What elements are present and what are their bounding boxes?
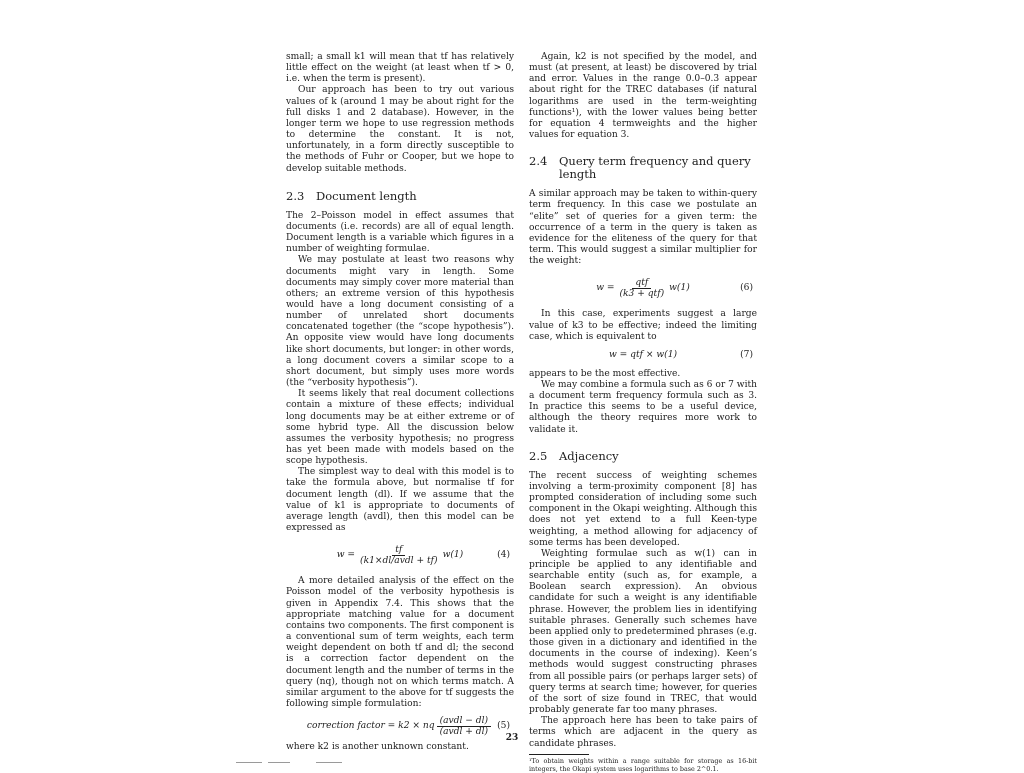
section-heading bbox=[286, 190, 514, 203]
equation-fraction bbox=[616, 278, 667, 299]
paragraph: We may postulate at least two reasons why documents might vary in length. Some documents may simply cover more material than others; an extreme version of this hypothesis would have a long document consisting of a number of unrelated short documents concatenated together (the “scope hypothesis”). An opposite view would have long documents like short documents, but longer: in other words, a long document covers a similar scope to a short document, but simply uses more words (the “verbosity hypothesis”). bbox=[286, 255, 514, 389]
paragraph: small; a small k1 will mean that tf has relatively little effect on the weight (at least when tf > 0, i.e. when the term is present). bbox=[286, 52, 514, 85]
paragraph: Again, k2 is not specified by the model, and must (at present, at least) be discovered by trial and error. Values in the range 0.0–0.3 appear about right for the TREC databases (if natural logarithms are used in the term-weighting functions¹), with the lower values being better for equation 4 termweights and the higher values for equation 3. bbox=[529, 52, 757, 141]
fraction-denominator: (k1×dl/avdl + tf) bbox=[360, 555, 438, 566]
paragraph: appears to be the most effective. bbox=[529, 368, 681, 379]
equation-rhs: w(1) bbox=[669, 282, 690, 293]
scan-artifact bbox=[316, 762, 342, 763]
section-title: Query term frequency and query length bbox=[559, 154, 751, 182]
equation-6 bbox=[529, 271, 757, 305]
footnote: ¹To obtain weights within a range suitable for storage as 16-bit integers, the Okapi system uses logarithms to base 2^0.1. bbox=[529, 756, 757, 773]
paragraph: The 2–Poisson model in effect assumes that documents (i.e. records) are all of equal length. Document length is a variable which figures in a number of weighting formulae. bbox=[286, 210, 514, 255]
fraction-denominator: (k3 + qtf) bbox=[619, 288, 665, 299]
paragraph: The recent success of weighting schemes involving a term-proximity component [8] has prompted consideration of including some such component in the Okapi weighting. Although this does not yet extend to a full Keen-type weighting, a method allowing for adjacency of some terms has been developed. bbox=[529, 470, 757, 548]
section-title: Adjacency bbox=[559, 448, 619, 463]
footnote-rule bbox=[529, 754, 589, 755]
section-number: 2.3 bbox=[286, 188, 305, 203]
fraction-denominator: (avdl + dl) bbox=[439, 726, 489, 737]
equation-number: (5) bbox=[497, 720, 510, 731]
scan-artifact bbox=[236, 762, 262, 763]
paragraph: In this case, experiments suggest a large value of k3 to be effective; indeed the limiting case, which is equivalent to bbox=[529, 309, 757, 342]
fraction-numerator: tf bbox=[392, 545, 405, 556]
equation-lhs: w = bbox=[596, 282, 615, 293]
scan-artifact bbox=[268, 762, 290, 763]
equation-number: (4) bbox=[497, 549, 510, 560]
paragraph: A more detailed analysis of the effect on the Poisson model of the verbosity hypothesis is given in Appendix 7.4. This shows that the appropriate matching value for a document contains two components. The first component is a conventional sum of term weights, each term weight dependent on both tf and dl; the second is a correction factor dependent on the document length and the number of terms in the query (nq), though not on which terms match. A similar argument to the above for tf suggests the following simple formulation: bbox=[286, 576, 514, 709]
section-heading bbox=[529, 155, 757, 181]
paragraph: Our approach has been to try out various values of k (around 1 may be about right for the full disks 1 and 2 database). However, in the longer term we hope to use regression methods to determine the constant. It is not, unfortunately, in a form directly susceptible to the methods of Fuhr or Cooper, but we hope to develop suitable methods. bbox=[286, 85, 514, 174]
paragraph: The approach here has been to take pairs of terms which are adjacent in the query as candidate phrases. bbox=[529, 716, 757, 749]
equation-7 bbox=[529, 346, 757, 366]
equation-lhs: w = bbox=[336, 549, 356, 560]
equation-number: (6) bbox=[740, 282, 753, 293]
equation-fraction bbox=[357, 545, 441, 566]
equation-4 bbox=[286, 538, 514, 572]
paragraph: A similar approach may be taken to within-query term frequency. In this case we postulate an “elite” set of queries for a given term: the occurrence of a term in the query is taken as evidence for the eliteness of the query for that term. This would suggest a similar multiplier for the weight: bbox=[529, 189, 757, 267]
equation-rhs: w(1) bbox=[442, 549, 464, 560]
right-column bbox=[529, 52, 757, 773]
section-title: Document length bbox=[316, 188, 417, 203]
paragraph: The simplest way to deal with this model is to take the formula above, but normalise tf for document length (dl). If we assume that the value of k1 is appropriate to documents of average length (avdl), then this model can be expressed as bbox=[286, 467, 514, 534]
paragraph: We may combine a formula such as 6 or 7 with a document term frequency formula such as 3. In practice this seems to be a useful device, although the theory requires more work to validate it. bbox=[529, 379, 757, 435]
fraction-numerator: (avdl − dl) bbox=[437, 716, 492, 727]
page-number: 23 bbox=[505, 733, 519, 743]
paragraph: Weighting formulae such as w(1) can in principle be applied to any identifiable and searchable entity (such as, for example, a Boolean search expression). An obvious candidate for such a weight is any identifiable phrase. However, the problem lies in identifying suitable phrases. Generally such schemes have been applied only to predetermined phrases (e.g. those given in a dictionary and identified in the documents in the course of indexing). Keen’s methods would suggest constructing phrases from all possible pairs (or perhaps larger sets) of query terms at search time; however, for queries of the sort of size found in TREC, that would probably generate far too many phrases. bbox=[529, 548, 757, 716]
fraction-numerator: qtf bbox=[632, 278, 651, 289]
paragraph: It seems likely that real document collections contain a mixture of these effects; individual long documents may be at either extreme or of some hybrid type. All the discussion below assumes the verbosity hypothesis; no progress has yet been made with models based on the scope hypothesis. bbox=[286, 389, 514, 467]
section-number: 2.5 bbox=[529, 448, 548, 463]
section-number: 2.4 bbox=[529, 154, 548, 169]
equation-lhs: correction factor = k2 × nq bbox=[306, 720, 435, 731]
left-column bbox=[286, 52, 514, 753]
section-heading bbox=[529, 450, 757, 463]
paragraph: where k2 is another unknown constant. bbox=[286, 742, 469, 753]
equation-expression: w = qtf × w(1) bbox=[608, 350, 678, 361]
equation-number: (7) bbox=[740, 350, 753, 361]
